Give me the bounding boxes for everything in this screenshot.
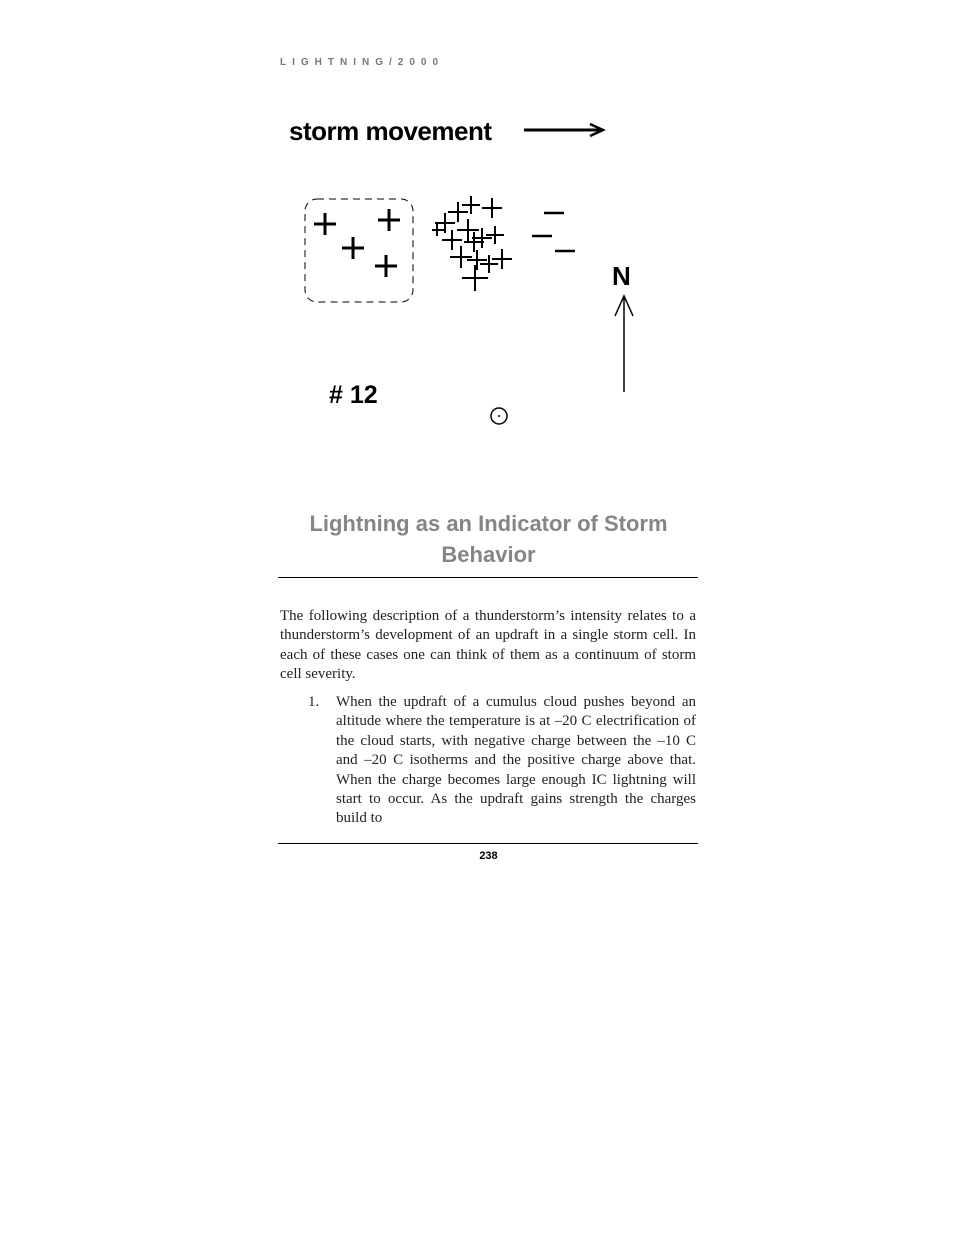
- negative-charge-icon: [532, 213, 575, 251]
- north-arrow-icon: [615, 296, 633, 392]
- positive-charge-icon: [314, 209, 400, 277]
- north-label: N: [612, 261, 631, 291]
- origin-circle-icon: [491, 408, 507, 424]
- figure-caption: storm movement: [289, 116, 492, 146]
- footer-divider: [278, 843, 698, 844]
- title-divider: [278, 577, 698, 578]
- intro-paragraph: The following description of a thunderstorm’s intensity relates to a thunderstorm’s development of an updraft in a single storm cell. In each of these cases one can think of them as a continuum of storm cell severity.: [280, 608, 696, 683]
- page-number: 238: [479, 850, 498, 862]
- positive-charge-cluster: [432, 196, 512, 291]
- list-item-text: When the updraft of a cumulus cloud pushes beyond an altitude where the temperature is at –20 C electrification of the cloud starts, with negative charge between the –10 C and –20 C isotherms and the positive charge above that. When the charge becomes large enough IC lightning will start to occur. As the updraft gains strength the charges build to: [336, 694, 696, 827]
- list-item-number: 1.: [308, 694, 320, 710]
- body-paragraph: [280, 607, 696, 685]
- storm-cell-outline: [305, 199, 413, 302]
- figure-label: # 12: [329, 381, 378, 409]
- running-head: LIGHTNING/2000: [280, 57, 445, 68]
- storm-diagram: [282, 110, 642, 440]
- section-title: Lightning as an Indicator of Storm Behavior: [309, 511, 668, 567]
- arrow-right-icon: [524, 124, 603, 136]
